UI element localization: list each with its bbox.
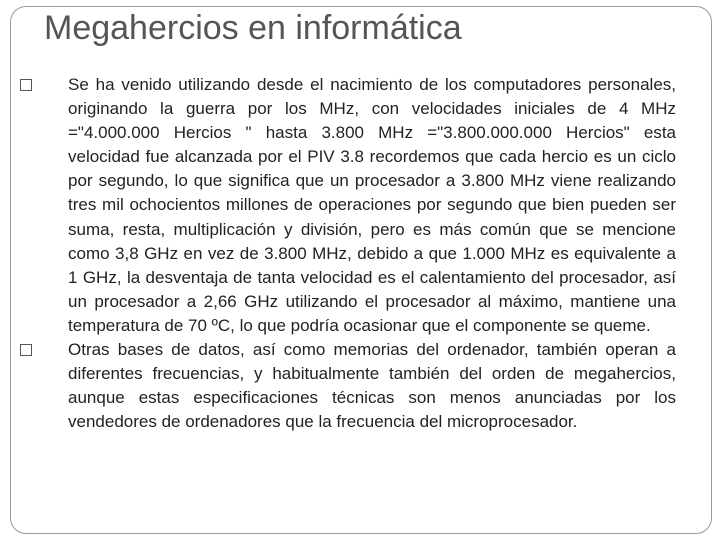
bullet-text: Otras bases de datos, así como memorias del ordenador, también operan a diferentes frecuencias, y habitualmente también del orden de megahercios, aunque estas especificaciones técnicas son menos anunciadas por los vendedores de ordenadores que la frecuencia del microprocesador. bbox=[68, 340, 676, 432]
bullet-list bbox=[20, 73, 676, 434]
slide-title: Megahercios en informática bbox=[44, 8, 468, 48]
bullet-item bbox=[20, 338, 676, 434]
bullet-item bbox=[20, 73, 676, 338]
bullet-text: Se ha venido utilizando desde el nacimiento de los computadores personales, originando la guerra por los MHz, con velocidades iniciales de 4 MHz ="4.000.000 Hercios " hasta 3.800 MHz ="3.800.000.000 Hercios" esta velocidad fue alcanzada por el PIV 3.8 recordemos que cada hercio es un ciclo por segundo, lo que significa que un procesador a 3.800 MHz viene realizando tres mil ochocientos millones de operaciones por segundo que bien pueden ser suma, resta, multiplicación y división, pero es más común que se mencione como 3,8 GHz en vez de 3.800 MHz, debido a que 1.000 MHz es equivalente a 1 GHz, la desventaja de tanta velocidad es el calentamiento del procesador, así un procesador a 2,66 GHz utilizando el procesador al máximo, mantiene una temperatura de 70 ºC, lo que podría ocasionar que el componente se queme. bbox=[68, 75, 676, 335]
square-bullet-icon bbox=[20, 344, 32, 356]
square-bullet-icon bbox=[20, 79, 32, 91]
